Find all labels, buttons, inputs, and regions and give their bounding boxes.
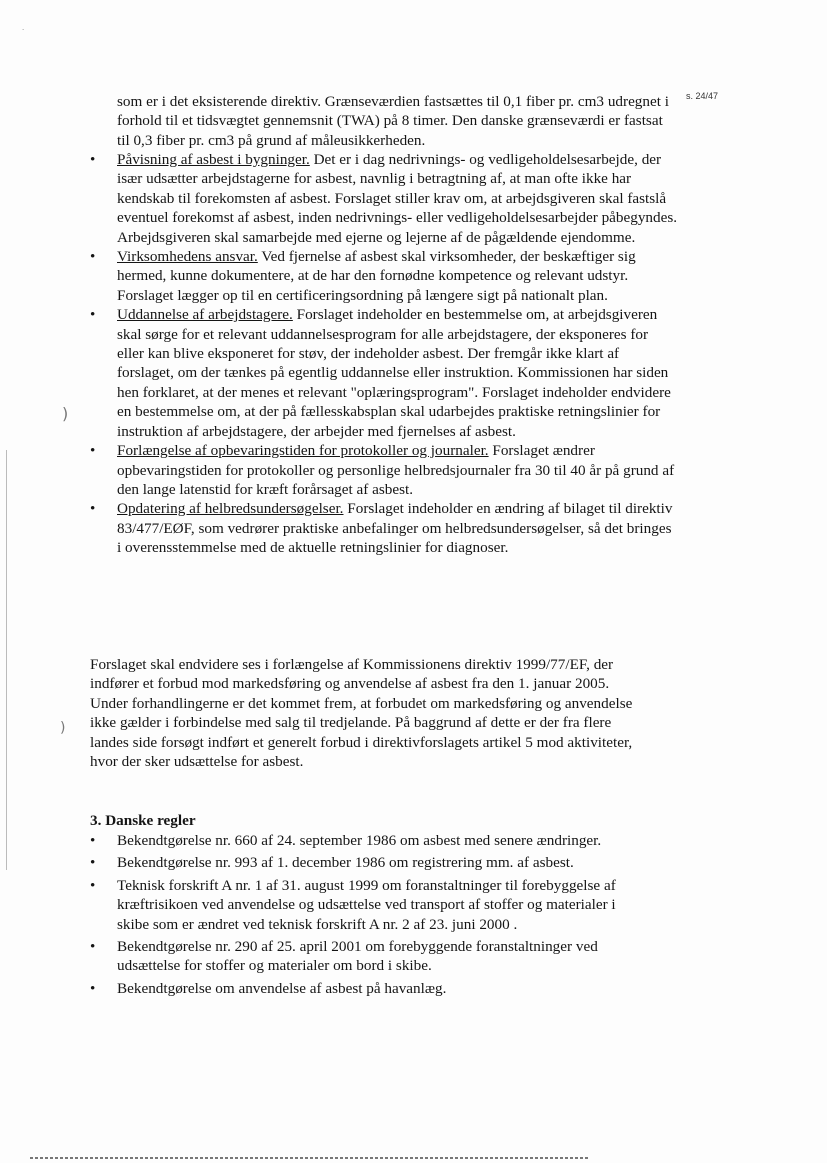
bullet-icon: •	[90, 306, 96, 324]
bullet-icon: •	[90, 876, 96, 894]
list-item	[90, 853, 650, 872]
regulation-text: Bekendtgørelse nr. 660 af 24. september 1986 om asbest med senere ændringer.	[117, 832, 602, 849]
bullet-icon: •	[90, 854, 96, 872]
list-item	[90, 247, 678, 305]
bullet-text: Forslaget ændrer opbevaringstiden for protokoller og personlige helbredsjournaler fra 30 til 40 år på grund af den lange latenstid for kræft forårsaget af asbest.	[117, 442, 675, 498]
regulation-text: Bekendtgørelse nr. 993 af 1. december 1986 om registrering mm. af asbest.	[117, 854, 574, 872]
section-heading: 3. Danske regler	[90, 812, 196, 829]
scan-edge	[6, 450, 7, 870]
margin-mark: )	[62, 404, 69, 423]
list-item	[90, 150, 678, 247]
margin-mark: )	[60, 720, 66, 736]
bullet-title: Virksomhedens ansvar.	[117, 248, 258, 266]
bullet-text: Forslaget indeholder en ændring af bilaget til direktiv 83/477/EØF, som vedrører praktiske anbefalinger om helbredsundersøgelser, så det bringes i overensstemmelse med de aktuelle retningslinier for diagnoser.	[117, 500, 673, 557]
list-item	[90, 305, 678, 441]
list-item	[90, 937, 650, 976]
list-item	[90, 831, 650, 850]
bullet-icon: •	[90, 979, 96, 997]
list-item	[90, 499, 678, 557]
regulation-text: Teknisk forskrift A nr. 1 af 31. august 1999 om foranstaltninger til forebyggelse af kræftrisikoen ved anvendelse og udsættelse ved transport af stoffer og materialer i skibe som er ændret ved teknisk forskrift A nr. 2 af 23. juni 2000 .	[117, 876, 616, 933]
regulation-text: Bekendtgørelse om anvendelse af asbest på havanlæg.	[117, 979, 447, 997]
list-item	[90, 441, 678, 499]
bullet-title: Påvisning af asbest i bygninger.	[117, 151, 310, 168]
lead-paragraph: som er i det eksisterende direktiv. Grænseværdien fastsættes til 0,1 fiber pr. cm3 udregnet i forhold til et tidsvægtet gennemsnit (TWA) på 8 timer. Den danske grænseværdi er fastsat til 0,3 fiber pr. cm3 på grund af måleusikkerheden.	[117, 93, 669, 149]
bullet-title: Opdatering af helbredsundersøgelser.	[117, 500, 344, 518]
list-item	[90, 979, 650, 998]
scan-artifact-line	[30, 1157, 590, 1159]
bullet-icon: •	[90, 248, 96, 266]
bullet-title: Forlængelse af opbevaringstiden for protokoller og journaler.	[117, 442, 489, 460]
proposal-bullet-list	[90, 150, 678, 558]
regulation-text: Bekendtgørelse nr. 290 af 25. april 2001 om forebyggende foranstaltninger ved udsættelse for stoffer og materialer om bord i skibe.	[117, 938, 598, 975]
bullet-icon: •	[90, 500, 96, 518]
body-paragraph: Forslaget skal endvidere ses i forlængelse af Kommissionens direktiv 1999/77/EF, der indfører et forbud mod markedsføring og anvendelse af asbest fra den 1. januar 2005. Under forhandlingerne er det kommet frem, at forbudet om markedsføring og anvendelse ikke gælder i forbindelse med salg til tredjelande. På baggrund af dette er der fra flere landes side forsøgt indført et generelt forbud i direktivforslagets artikel 5 mod aktiviteter, hvor der sker udsættelse for asbest.	[90, 656, 633, 771]
bullet-text: Ved fjernelse af asbest skal virksomheder, der beskæftiger sig hermed, kunne dokumentere, at de har den fornødne kompetence og relevant udstyr. Forslaget lægger op til en certificeringsordning på længere sigt på nationalt plan.	[117, 248, 636, 304]
margin-mark: ·	[22, 26, 25, 34]
bullet-text: Det er i dag nedrivnings- og vedligeholdelsesarbejde, der især udsætter arbejdstagerne for asbest, navnlig i betragtning af, at man ofte ikke har kendskab til forekomsten af asbest. Forslaget stiller krav om, at arbejdsgiveren skal fastslå eventuel forekomst af asbest, inden nedrivnings- eller vedligeholdelsesarbejder påbegyndes. Arbejdsgiveren skal samarbejde med ejerne og lejerne af de pågældende ejendomme.	[117, 151, 678, 246]
list-item	[90, 876, 650, 934]
bullet-text: Forslaget indeholder en bestemmelse om, at arbejdsgiveren skal sørge for et relevant uddannelsesprogram for alle arbejdstagere, der eksponeres for eller kan blive eksponeret for støv, der indeholder asbest. Der fremgår ikke klart af forslaget, om der tænkes på egentlig uddannelse eller instruktion. Kommissionen har siden hen forklaret, at der menes et relevant "oplæringsprogram". Forslaget indeholder endvidere en bestemmelse om, at der på fællesskabsplan skal udarbejdes praktiske retningslinier for instruktion af arbejdstagere, der arbejder med fjernelses af asbest.	[117, 306, 671, 440]
page-number: s. 24/47	[686, 91, 719, 101]
regulations-list	[90, 831, 650, 1001]
bullet-icon: •	[90, 832, 96, 849]
bullet-icon: •	[90, 151, 96, 168]
bullet-title: Uddannelse af arbejdstagere.	[117, 306, 293, 324]
bullet-icon: •	[90, 442, 96, 460]
bullet-icon: •	[90, 938, 96, 956]
